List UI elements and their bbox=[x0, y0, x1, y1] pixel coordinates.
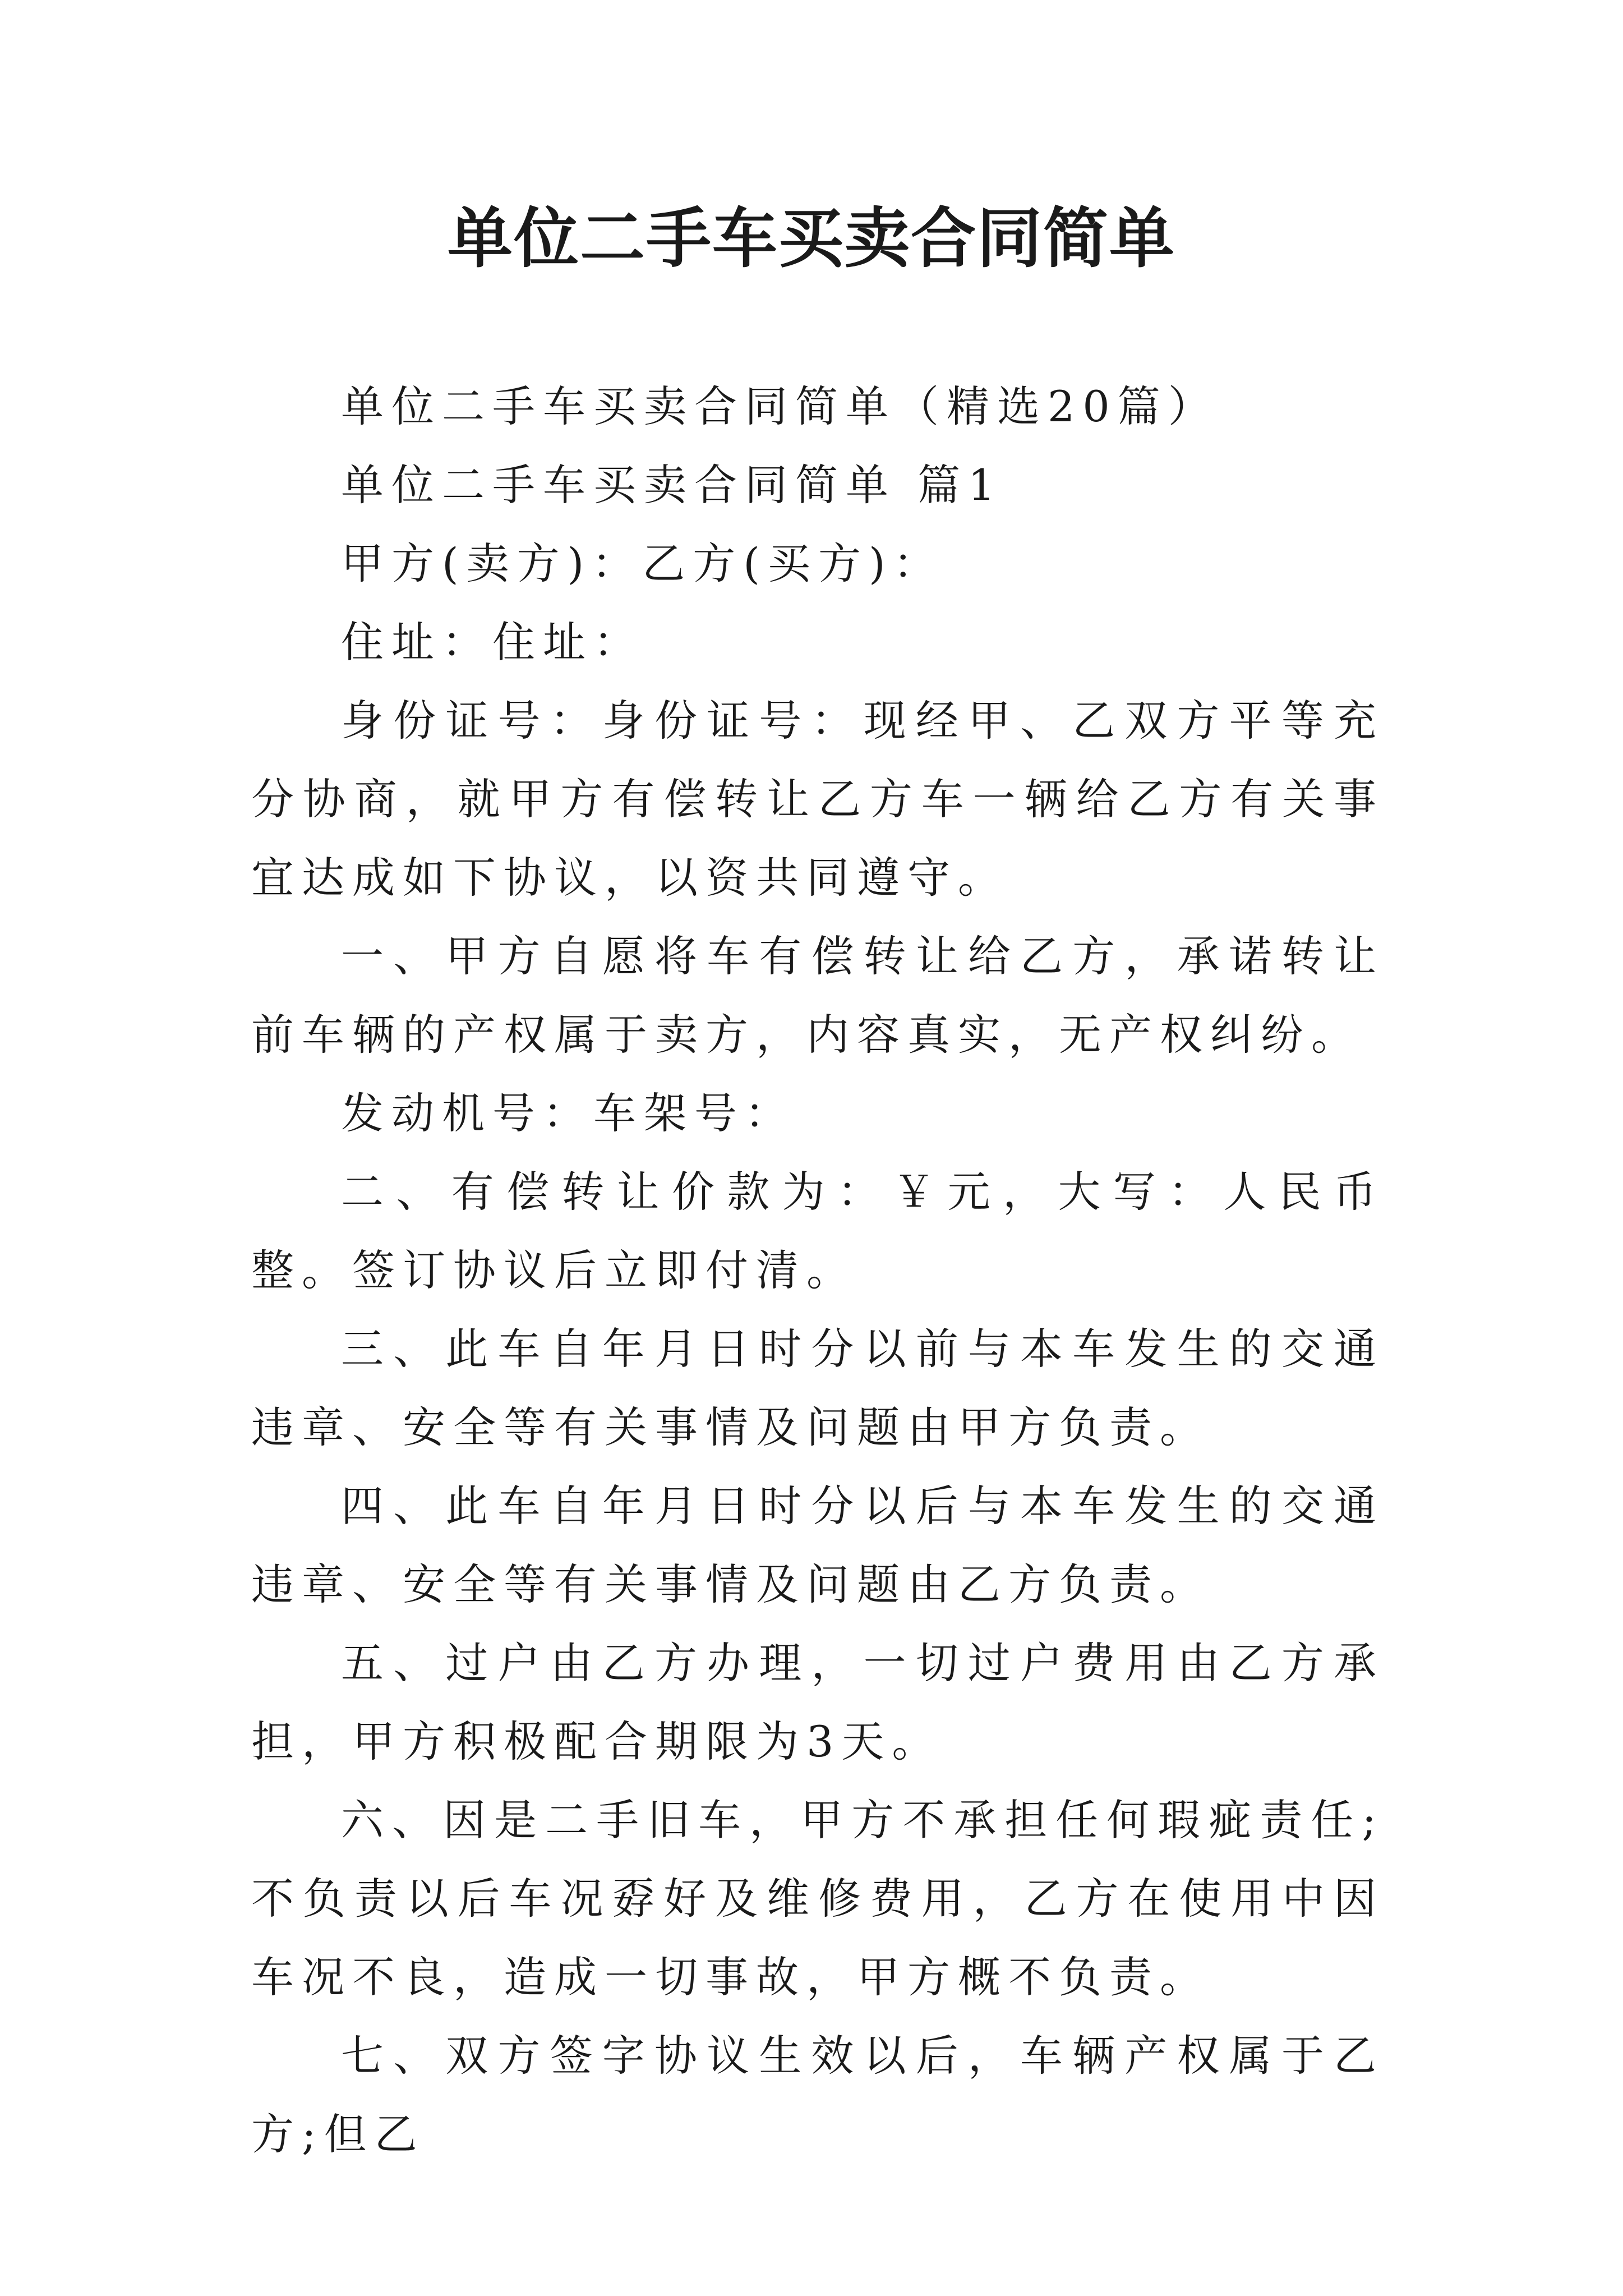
document-title: 单位二手车买卖合同简单 bbox=[448, 200, 1175, 277]
paragraph-parties: 甲方(卖方)：乙方(买方)： bbox=[341, 539, 944, 588]
paragraph-clause-7: 七、双方签字协议生效以后，车辆产权属于乙方;但乙 bbox=[251, 2031, 1384, 2159]
paragraph-clause-3: 三、此车自年月日时分以前与本车发生的交通违章、安全等有关事情及问题由甲方负责。 bbox=[251, 1324, 1384, 1452]
document-body bbox=[251, 367, 1384, 2174]
paragraph-address: 住址：住址： bbox=[341, 617, 644, 667]
paragraph-clause-6: 六、因是二手旧车，甲方不承担任何瑕疵责任;不负责以后车况孬好及维修费用，乙方在使用中因车况不良，造成一切事故，甲方概不负责。 bbox=[251, 1795, 1384, 2002]
paragraph-section-heading: 单位二手车买卖合同简单 篇1 bbox=[341, 460, 1003, 510]
paragraph-clause-2: 二、有偿转让价款为：￥元，大写：人民币整。签订协议后立即付清。 bbox=[251, 1167, 1384, 1295]
paragraph-clause-1: 一、甲方自愿将车有偿转让给乙方，承诺转让前车辆的产权属于卖方，内容真实，无产权纠纷。 bbox=[251, 931, 1384, 1060]
paragraph-clause-4: 四、此车自年月日时分以后与本车发生的交通违章、安全等有关事情及问题由乙方负责。 bbox=[251, 1481, 1384, 1609]
paragraph-id-and-preamble: 身份证号：身份证号：现经甲、乙双方平等充分协商，就甲方有偿转让乙方车一辆给乙方有关事宜达成如下协议，以资共同遵守。 bbox=[251, 696, 1384, 903]
paragraph-clause-5: 五、过户由乙方办理，一切过户费用由乙方承担，甲方积极配合期限为3天。 bbox=[251, 1638, 1384, 1766]
paragraph-subtitle: 单位二手车买卖合同简单（精选20篇） bbox=[341, 381, 1219, 431]
paragraph-engine-frame: 发动机号：车架号： bbox=[341, 1088, 795, 1138]
